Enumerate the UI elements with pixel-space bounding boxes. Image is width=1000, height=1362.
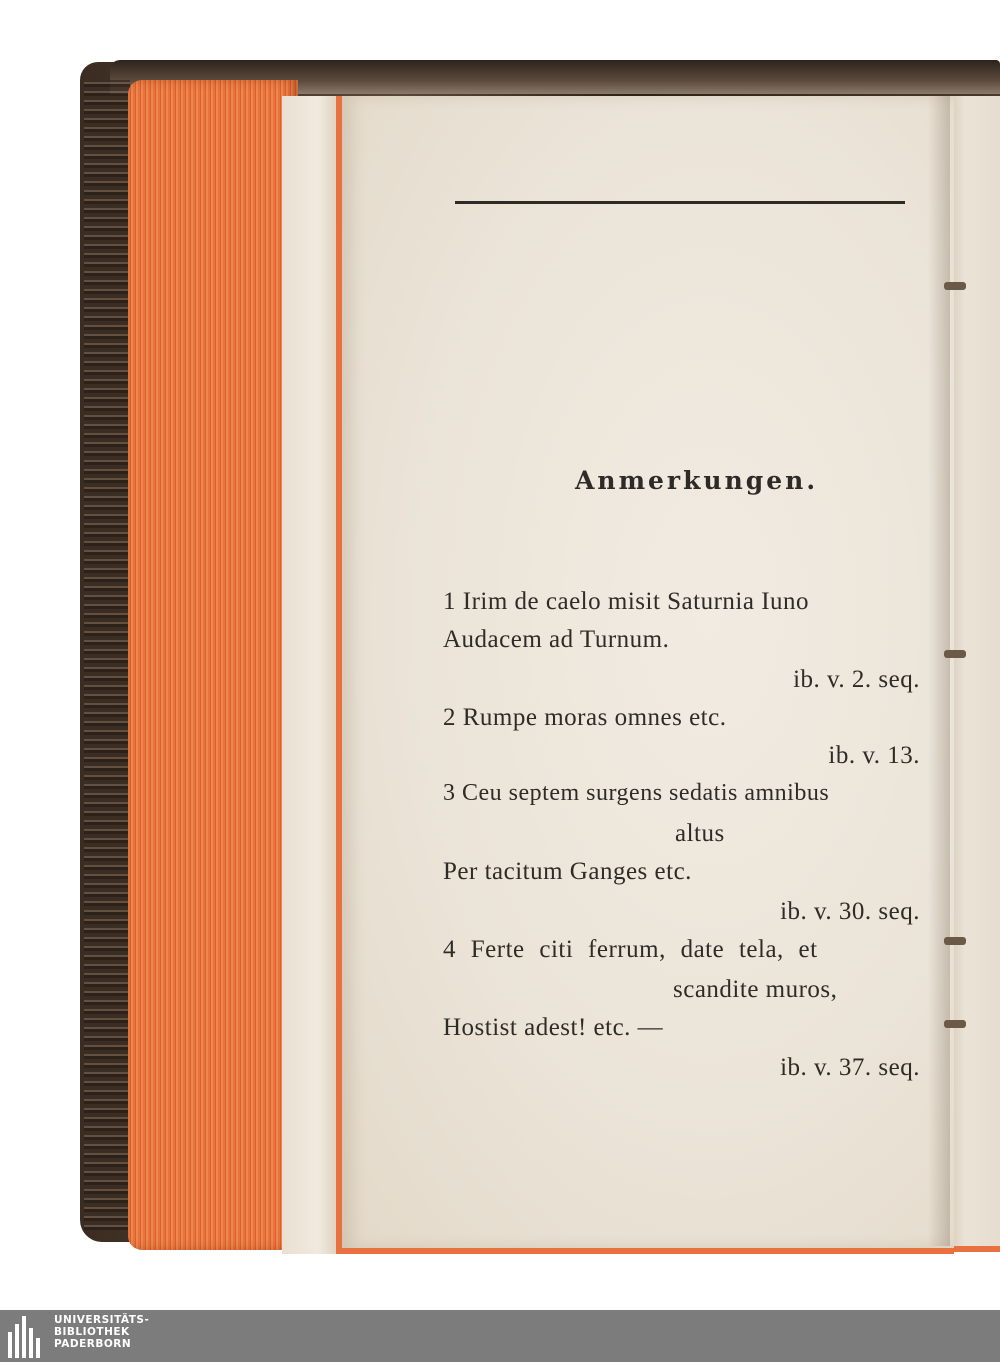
binding-stitch (944, 650, 966, 658)
note-line: 3 Ceu septem surgens sedatis amnibus (443, 780, 830, 806)
library-name-line: BIBLIOTHEK (54, 1326, 130, 1338)
note-line: 4 Ferte citi ferrum, date tela, et (443, 936, 818, 963)
note-line: 1 Irim de caelo misit Saturnia Iuno (443, 588, 810, 615)
note-reference: ib. v. 37. seq. (780, 1054, 920, 1081)
book-spine (84, 80, 130, 1230)
note-line: Hostist adest! etc. — (443, 1014, 664, 1041)
page-heading: Anmerkungen. (575, 466, 819, 495)
note-line: scandite muros, (673, 976, 838, 1003)
note-reference: ib. v. 2. seq. (793, 666, 920, 693)
note-line: Audacem ad Turnum. (443, 626, 670, 653)
binding-stitch (944, 937, 966, 945)
binding-stitch (944, 1020, 966, 1028)
library-name (54, 1314, 149, 1350)
note-reference: ib. v. 13. (828, 742, 920, 769)
page-block-edges (128, 80, 298, 1250)
note-line: altus (675, 820, 725, 847)
header-rule (455, 201, 905, 204)
binding-stitch (944, 282, 966, 290)
library-name-line: PADERBORN (54, 1338, 132, 1350)
library-name-line: UNIVERSITÄTS- (54, 1314, 150, 1326)
note-line: Per tacitum Ganges etc. (443, 858, 692, 885)
footer-bar (0, 1310, 1000, 1362)
note-reference: ib. v. 30. seq. (780, 898, 920, 925)
gutter-shadow (928, 96, 950, 1246)
note-line: 2 Rumpe moras omnes etc. (443, 704, 727, 731)
library-logo-icon (8, 1316, 46, 1358)
